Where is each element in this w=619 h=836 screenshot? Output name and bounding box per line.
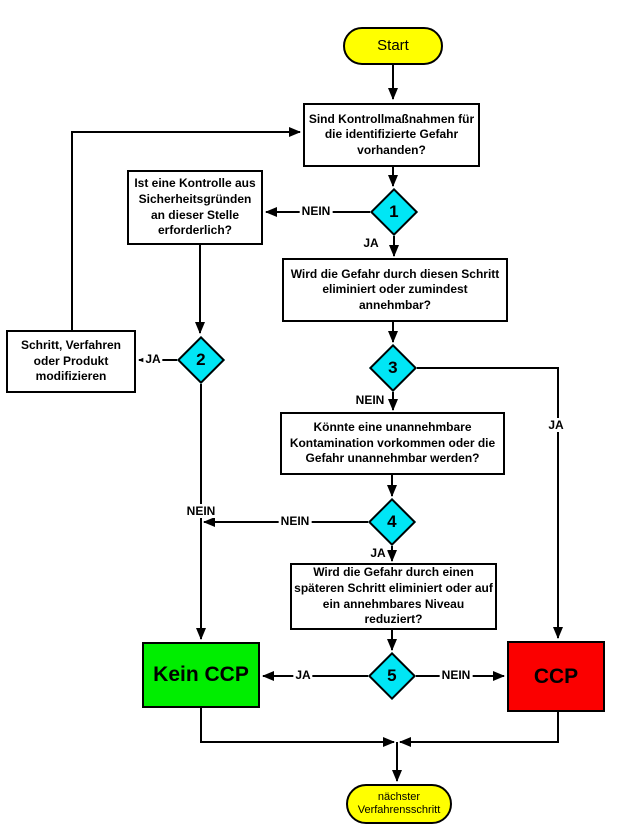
decision-3-number: 3 <box>388 358 398 377</box>
result-no-ccp: Kein CCP <box>142 642 260 708</box>
decision-5-number: 5 <box>387 666 397 685</box>
edge-label-d3-nein: NEIN <box>355 393 385 407</box>
decision-1-number: 1 <box>389 202 399 221</box>
decision-2-number: 2 <box>196 350 206 369</box>
start-node: Start <box>343 27 443 65</box>
result-ccp: CCP <box>507 641 605 712</box>
decision-4-number: 4 <box>387 512 397 531</box>
edge-label-d4-ja: JA <box>370 546 386 560</box>
action-modify-step: Schritt, Verfahren oder Produkt modifizieren <box>6 330 136 393</box>
edge-ccp-merge <box>400 712 558 742</box>
edge-label-d5-nein: NEIN <box>441 668 471 682</box>
question-contamination: Könnte eine unannehmbare Kontamination vorkommen oder die Gefahr unannehmbar werden? <box>280 412 505 475</box>
edge-label-d1-ja: JA <box>363 236 379 250</box>
edge-label-d3-ja: JA <box>548 418 564 432</box>
edge-label-d2-ja: JA <box>145 352 161 366</box>
edge-label-d4-nein: NEIN <box>280 514 310 528</box>
question-later-step: Wird die Gefahr durch einen späteren Schritt eliminiert oder auf ein annehmbares Niveau reduziert? <box>290 563 497 630</box>
question-control-measures: Sind Kontrollmaßnahmen für die identifizierte Gefahr vorhanden? <box>303 103 480 167</box>
edge-label-d2-nein: NEIN <box>186 504 216 518</box>
edge-noccp-merge <box>201 708 394 742</box>
edge-label-d5-ja: JA <box>295 668 311 682</box>
question-step-eliminates: Wird die Gefahr durch diesen Schritt eliminiert oder zumindest annehmbar? <box>282 258 508 322</box>
edge-label-d1-nein: NEIN <box>301 204 331 218</box>
end-node: nächster Verfahrensschritt <box>346 784 452 824</box>
question-control-needed: Ist eine Kontrolle aus Sicherheitsgründen an dieser Stelle erforderlich? <box>127 170 263 245</box>
